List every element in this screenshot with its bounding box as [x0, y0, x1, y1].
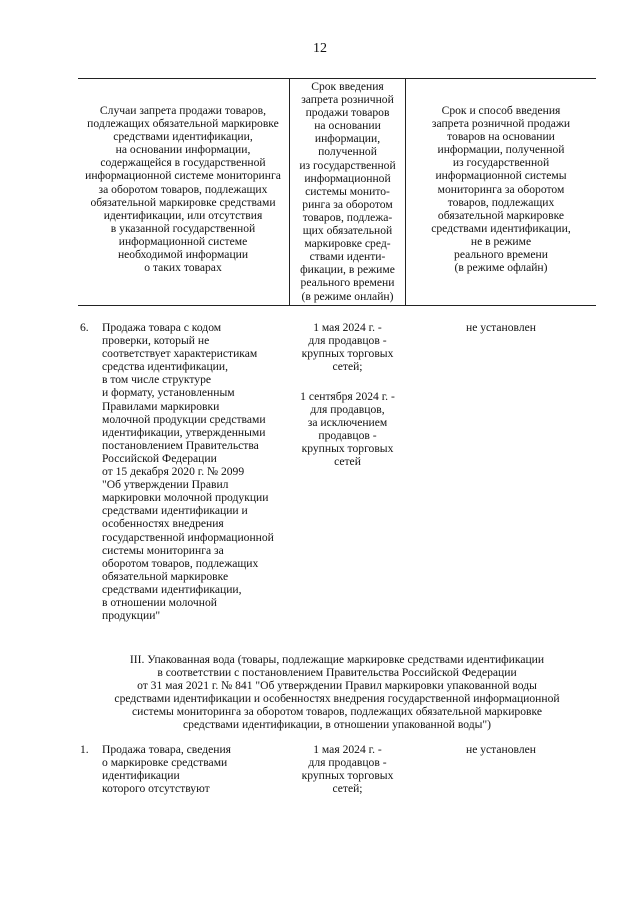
row-1-case-text: Продажа товара, сведения о маркировке средствами идентификации которого отсутствуют [102, 743, 231, 796]
row-1-offline-deadline: не установлен [465, 743, 536, 756]
row-6-online-deadline-b: 1 сентября 2024 г. - для продавцов, за исключением продавцов - крупных торговых сетей [300, 390, 395, 469]
header-col-offline-deadline: Срок и способ введения запрета розничной продажи товаров на основании информации, полученной из государственной информационной системы мониторинга за оборотом товаров, подлежащих обязательной маркировке средствами идентификации, не в режиме реального времени (в режиме офлайн) [431, 104, 571, 275]
header-col-cases: Случаи запрета продажи товаров, подлежащих обязательной маркировке средствами идентификации, на основании информации, содержащейся в государственной информационной системе мониторинга за оборотом товаров, подлежащих обязательной маркировке средствами идентификации, или отсутствия в указанной государственной информационной системе необходимой информации о таких товарах [85, 104, 281, 275]
row-1-online-deadline: 1 мая 2024 г. - для продавцов - крупных торговых сетей; [301, 743, 394, 796]
page-number: 12 [313, 41, 327, 56]
row-6-case-text: Продажа товара с кодом проверки, который не соответствует характеристикам средства идентификации, в том числе структуре и формату, установленным Правилами маркировки молочной продукции средствами идентификации, утвержденными постановлением Правительства Российской Федерации от 15 декабря 2020 г. № 2099 "Об утверждении Правил маркировки молочной продукции средствами идентификации и особенностях внедрения государственной информационной системы мониторинга за оборотом товаров, подлежащих обязательной маркировке средствами идентификации, в отношении молочной продукции" [102, 321, 274, 623]
header-bottom-rule [78, 305, 596, 306]
row-6-offline-deadline: не установлен [465, 321, 536, 334]
header-col-online-deadline: Срок введения запрета розничной продажи товаров на основании информации, полученной из государственной информационной системы монито- ринга за оборотом товаров, подлежа- щих обязательной маркировке сред- ствами иденти- фикации, в режиме реального времени (в режиме онлайн) [299, 80, 396, 303]
row-6-online-deadline-a: 1 мая 2024 г. - для продавцов - крупных торговых сетей; [301, 321, 394, 374]
header-top-rule [78, 78, 596, 79]
section-iii-heading: III. Упакованная вода (товары, подлежащие маркировке средствами идентификации в соответствии с постановлением Правительства Российской Федерации от 31 мая 2021 г. № 841 "Об утверждении Правил маркировки упакованной воды средствами идентификации и особенностях внедрения государственной информационной системы мониторинга за оборотом товаров, подлежащих обязательной маркировке средствами идентификации, в отношении упакованной воды") [114, 653, 560, 732]
row-1-number: 1. [80, 743, 89, 756]
row-6-number: 6. [80, 321, 89, 334]
